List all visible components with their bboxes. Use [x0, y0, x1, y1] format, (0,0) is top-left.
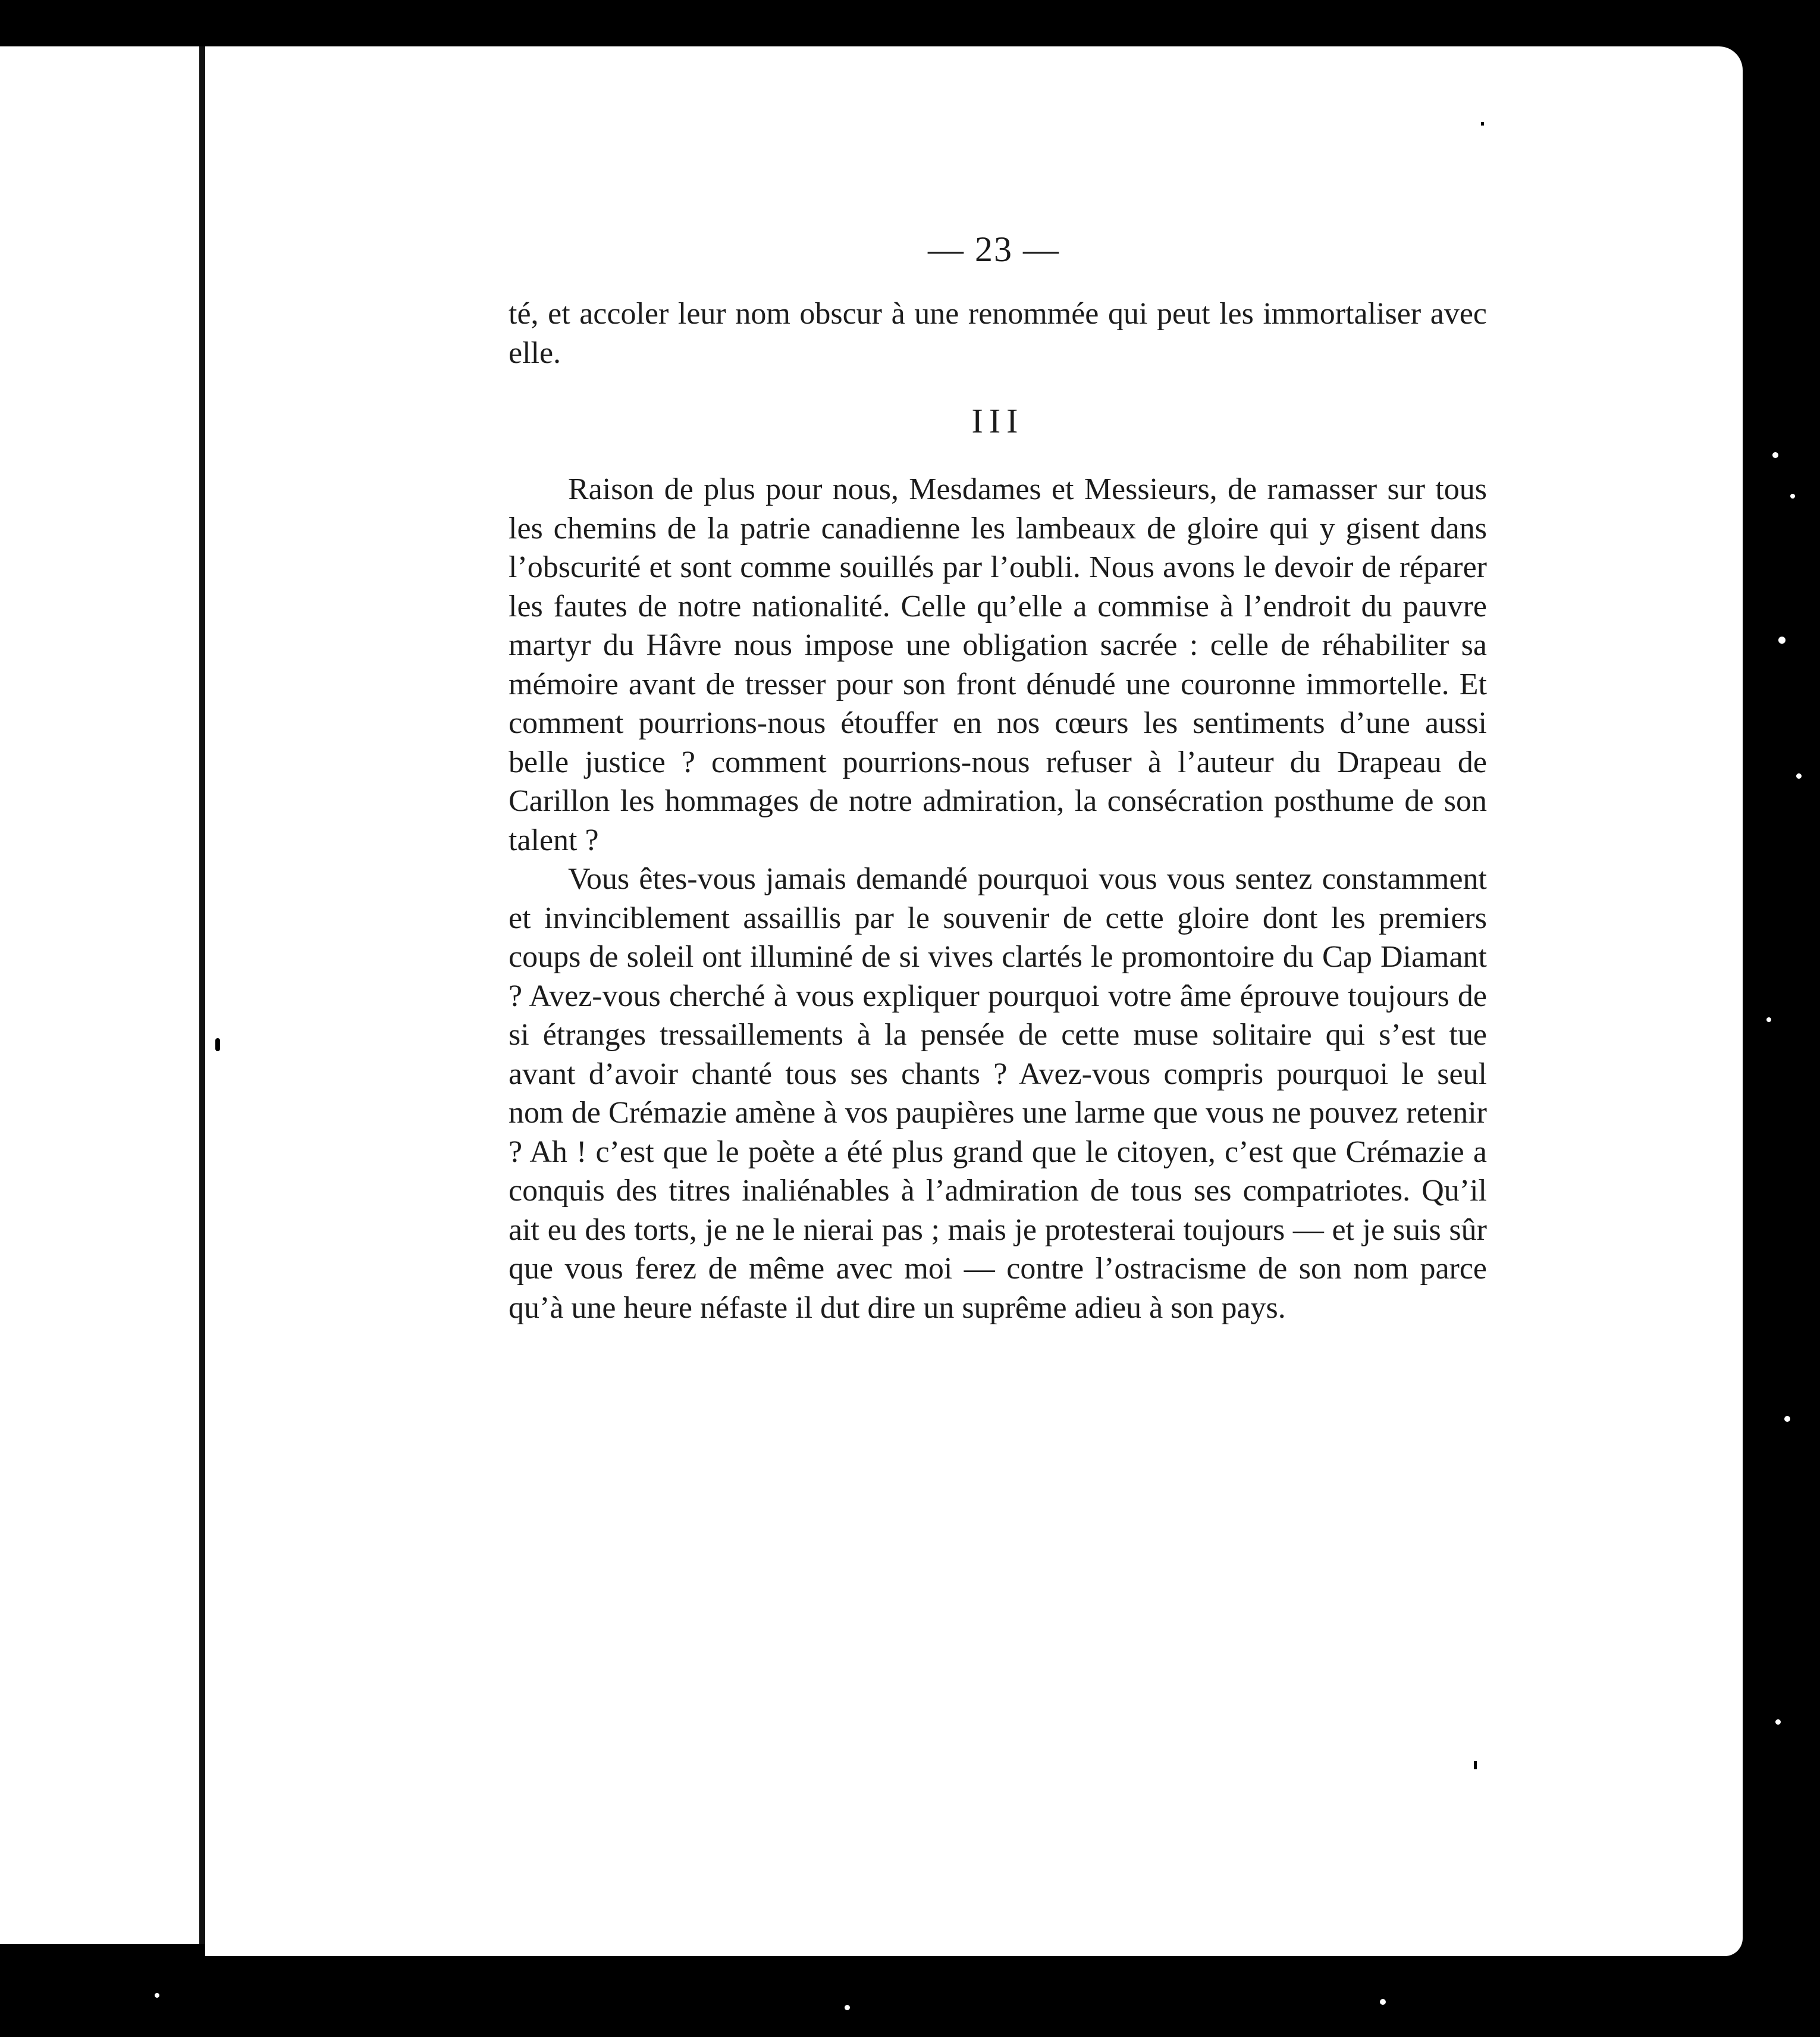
book-gutter [199, 46, 205, 1944]
section-heading: III [971, 402, 1024, 440]
page-body [509, 294, 1487, 1327]
paragraph-2: Vous êtes-vous jamais demandé pourquoi vous vous sentez constamment et invinciblement assaillis par le souvenir de cette gloire dont les premiers coups de soleil ont illuminé de si vives clartés le promontoire du Cap Diamant ? Avez-vous cherché à vous expliquer pourquoi votre âme éprouve toujours de si étranges tressaillements à la pensée de cette muse solitaire qui s’est tue avant d’avoir chanté tous ses chants ? Avez-vous compris pourquoi le seul nom de Crémazie amène à vos paupières une larme que vous ne pouvez retenir ? Ah ! c’est que le poète a été plus grand que le citoyen, c’est que Crémazie a conquis des titres inaliénables à l’admiration de tous ses compatriotes. Qu’il ait eu des torts, je ne le nierai pas ; mais je protesterai toujours — et je suis sûr que vous ferez de même avec moi — contre l’ostracisme de son nom parce qu’à une heure néfaste il dut dire un suprême adieu à son pays. [509, 862, 1487, 1325]
page-number: — 23 — [928, 230, 1060, 269]
paragraph-1: Raison de plus pour nous, Mesdames et Messieurs, de ramasser sur tous les chemins de la patrie canadienne les lambeaux de gloire qui y gisent dans l’obscurité et sont comme souillés par l’oubli. Nous avons le devoir de réparer les fautes de notre nationalité. Celle qu’elle a commise à l’endroit du pauvre martyr du Hâvre nous impose une obligation sacrée : celle de réhabiliter sa mémoire avant de tresser pour son front dénudé une couronne immortelle. Et comment pourrions-nous étouffer en nos cœurs les sentiments d’une aussi belle justice ? comment pourrions-nous refuser à l’auteur du Drapeau de Carillon les hommages de notre admiration, la consécration posthume de son talent ? [509, 472, 1487, 857]
opening-text: té, et accoler leur nom obscur à une renommée qui peut les immortaliser avec elle. [509, 297, 1487, 370]
facing-page-edge [0, 46, 199, 1944]
